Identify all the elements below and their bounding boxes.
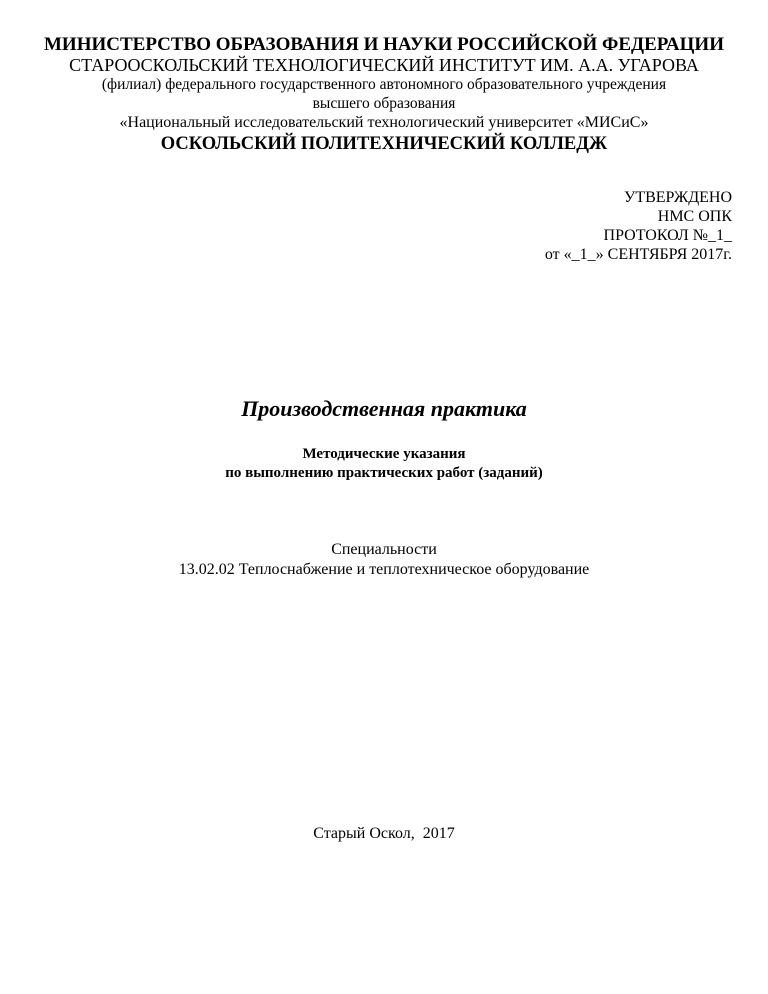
branch-line: (филиал) федерального государственного автономного образовательного учреждения (101, 76, 667, 93)
ministry-heading: МИНИСТЕРСТВО ОБРАЗОВАНИЯ И НАУКИ РОССИЙСКОЙ ФЕДЕРАЦИИ (44, 34, 724, 55)
approval-block (545, 188, 732, 264)
place-year: Старый Оскол, 2017 (313, 825, 455, 842)
college-heading: ОСКОЛЬСКИЙ ПОЛИТЕХНИЧЕСКИЙ КОЛЛЕДЖ (160, 134, 608, 154)
institute-heading: СТАРООСКОЛЬСКИЙ ТЕХНОЛОГИЧЕСКИЙ ИНСТИТУТ ИМ. А.А. УГАРОВА (69, 55, 699, 75)
university-line: «Национальный исследовательский технологический университет «МИСиС» (119, 114, 649, 131)
document-title: Производственная практика (241, 396, 527, 421)
education-line: высшего образования (312, 95, 456, 112)
approval-council: НМС ОПК (657, 208, 732, 225)
document-subtitle-2: по выполнению практических работ (заданий) (225, 465, 543, 481)
specialty-label: Специальности (331, 541, 437, 558)
approval-date: от «_1_» СЕНТЯБРЯ 2017г. (544, 246, 732, 263)
specialty-value: 13.02.02 Теплоснабжение и теплотехническое оборудование (178, 561, 590, 578)
approval-protocol: ПРОТОКОЛ №_1_ (603, 227, 732, 244)
approval-approved: УТВЕРЖДЕНО (623, 189, 732, 206)
document-subtitle-1: Методические указания (302, 446, 466, 462)
